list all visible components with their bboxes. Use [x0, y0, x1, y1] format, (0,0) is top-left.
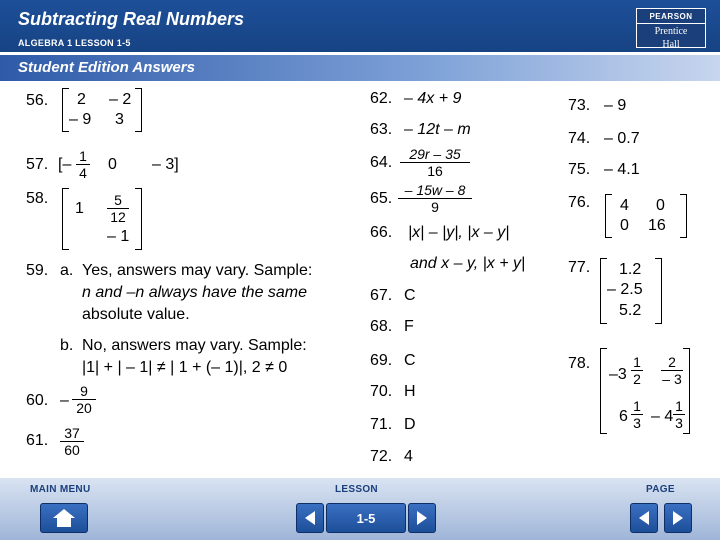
answer-74: – 0.7	[604, 130, 640, 147]
m78-den: 3	[631, 414, 643, 431]
answer-66-line: |x| – |y|, |x – y|	[408, 224, 510, 241]
publisher-logo	[636, 8, 706, 48]
a64-num: 29r – 35	[409, 146, 461, 162]
logo-line1: Prentice	[654, 26, 688, 37]
a59b-line: No, answers may vary. Sample:	[82, 337, 307, 354]
lesson-subtitle: ALGEBRA 1 LESSON 1-5	[18, 38, 131, 48]
m56-cell: 3	[115, 111, 124, 128]
a65-num: – 15w – 8	[404, 182, 466, 198]
m78-fraction	[661, 354, 683, 387]
answer-74-number: 74.	[568, 130, 591, 147]
answer-60-number: 60.	[26, 392, 49, 409]
answer-77-number: 77.	[568, 259, 591, 276]
a65-fraction	[398, 182, 472, 215]
matrix-78	[600, 348, 690, 434]
home-icon	[51, 507, 77, 529]
page-title: Subtracting Real Numbers	[18, 9, 245, 29]
m58-den: 12	[107, 208, 129, 225]
answer-57-number: 57.	[26, 156, 49, 173]
a59a-label: a.	[60, 262, 74, 279]
answer-68-number: 68.	[370, 318, 393, 335]
lesson-label: LESSON	[335, 484, 378, 495]
m78-num: 1	[675, 398, 683, 414]
answer-68: F	[404, 318, 414, 335]
m76-cell: 4	[620, 197, 629, 214]
m78-num: 1	[633, 398, 641, 414]
matrix-58	[62, 188, 142, 250]
lesson-prev-button[interactable]	[296, 503, 324, 533]
m78-num: 1	[633, 354, 641, 370]
answer-73-number: 73.	[568, 97, 591, 114]
m78-whole: 6	[619, 408, 628, 425]
answer-62: – 4x + 9	[404, 90, 462, 107]
answer-76-number: 76.	[568, 194, 591, 211]
m58-num: 5	[114, 192, 122, 208]
section-band	[0, 55, 720, 81]
page-next-button[interactable]	[664, 503, 692, 533]
main-menu-label: MAIN MENU	[30, 484, 91, 495]
answer-73: – 9	[604, 97, 627, 114]
section-label: Student Edition Answers	[18, 59, 195, 76]
answer-78-number: 78.	[568, 355, 591, 372]
m76-cell: 0	[620, 217, 629, 234]
m77-cell: 1.2	[619, 261, 642, 278]
answer-75-number: 75.	[568, 161, 591, 178]
a57-open: [–	[58, 156, 72, 173]
a60-sign: –	[60, 392, 69, 409]
m78-whole: –3	[609, 366, 627, 383]
matrix-77	[600, 258, 662, 324]
arrow-right-icon	[415, 510, 429, 526]
a57-fraction	[76, 148, 90, 181]
answer-71: D	[404, 416, 416, 433]
answer-70: H	[404, 383, 416, 400]
answer-67: C	[404, 287, 416, 304]
a61-den: 60	[60, 441, 84, 458]
m56-cell: – 9	[69, 111, 92, 128]
m58-fraction	[107, 192, 129, 225]
a59a-line: Yes, answers may vary. Sample:	[82, 262, 313, 279]
answer-72: 4	[404, 448, 413, 465]
answer-75: – 4.1	[604, 161, 640, 178]
answer-71-number: 71.	[370, 416, 393, 433]
m58-cell: 1	[75, 200, 84, 217]
header-bar	[0, 0, 720, 52]
home-button[interactable]	[40, 503, 88, 533]
a60-den: 20	[72, 399, 96, 416]
a64-fraction	[400, 146, 470, 179]
answer-65-number: 65.	[370, 190, 393, 207]
m77-cell: – 2.5	[607, 281, 643, 298]
page-label: PAGE	[646, 484, 675, 495]
answer-66-line: and x – y, |x + y|	[410, 255, 526, 272]
m56-cell: – 2	[109, 91, 132, 108]
answer-66-number: 66.	[370, 224, 393, 241]
answer-63-number: 63.	[370, 121, 393, 138]
a59b-line: |1| + | – 1| ≠ | 1 + (– 1)|, 2 ≠ 0	[82, 359, 288, 376]
lesson-current-button[interactable]: 1-5	[326, 503, 406, 533]
logo-line2: Hall	[662, 39, 680, 50]
matrix-56	[62, 88, 142, 132]
a59a-line: absolute value.	[82, 306, 190, 323]
m78-whole: – 4	[651, 408, 674, 425]
a59a-line: n and –n always have the same	[82, 284, 308, 301]
m78-den: 2	[631, 370, 643, 387]
answer-70-number: 70.	[370, 383, 393, 400]
m78-fraction	[673, 398, 685, 431]
answer-63: – 12t – m	[404, 121, 471, 138]
answer-61-number: 61.	[26, 432, 49, 449]
a57-mid: 0	[108, 156, 117, 173]
a65-den: 9	[398, 198, 472, 215]
answer-67-number: 67.	[370, 287, 393, 304]
answer-59-number: 59.	[26, 262, 49, 279]
arrow-right-icon	[671, 510, 685, 526]
arrow-left-icon	[303, 510, 317, 526]
a60-num: 9	[80, 383, 88, 399]
a64-den: 16	[400, 162, 470, 179]
answer-64-number: 64.	[370, 154, 393, 171]
a59b-label: b.	[60, 337, 74, 354]
m78-fraction	[631, 398, 643, 431]
m77-cell: 5.2	[619, 302, 642, 319]
a57-den: 4	[76, 164, 90, 181]
page-prev-button[interactable]	[630, 503, 658, 533]
logo-brand: PEARSON	[637, 9, 705, 24]
answer-69-number: 69.	[370, 352, 393, 369]
m76-cell: 0	[656, 197, 665, 214]
matrix-76	[605, 194, 687, 238]
a57-num: 1	[79, 148, 87, 164]
answer-58-number: 58.	[26, 190, 49, 207]
m78-den: 3	[673, 414, 685, 431]
lesson-next-button[interactable]	[408, 503, 436, 533]
m78-fraction	[631, 354, 643, 387]
m78-num: 2	[668, 354, 676, 370]
answer-72-number: 72.	[370, 448, 393, 465]
m56-cell: 2	[77, 91, 86, 108]
m58-cell: – 1	[107, 228, 130, 245]
answer-62-number: 62.	[370, 90, 393, 107]
answer-69: C	[404, 352, 416, 369]
m78-den: – 3	[662, 371, 682, 387]
a57-end: – 3]	[152, 156, 179, 173]
m76-cell: 16	[648, 217, 666, 234]
a61-fraction	[60, 425, 84, 458]
a61-num: 37	[64, 425, 80, 441]
answer-56-number: 56.	[26, 92, 49, 109]
a60-fraction	[72, 383, 96, 416]
arrow-left-icon	[637, 510, 651, 526]
